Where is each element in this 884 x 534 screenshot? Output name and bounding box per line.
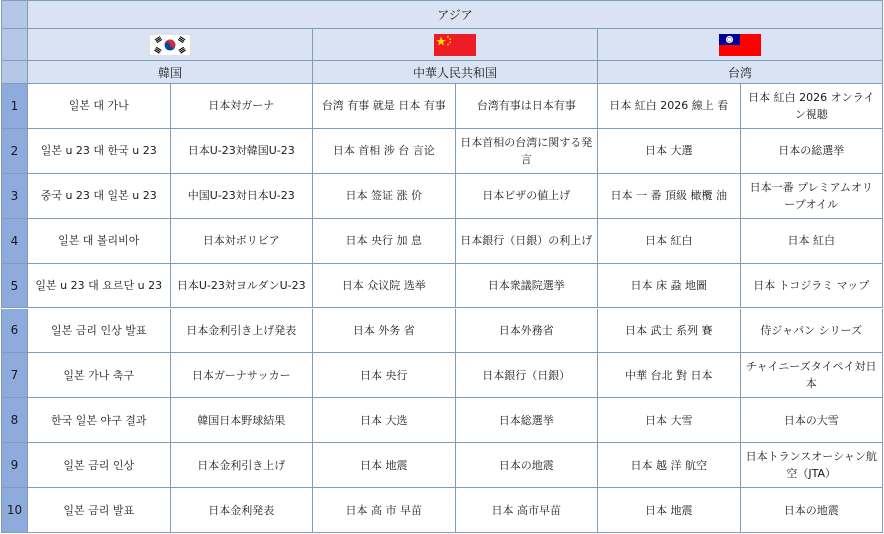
table-row [1, 129, 883, 174]
table-row [1, 353, 883, 398]
table-cell: 日本首相の台湾に関する発言 [456, 129, 599, 174]
table-cell: 日本 签证 涨 价 [313, 174, 456, 219]
table-cell: 日本 央行 [313, 353, 456, 398]
table-cell: 일본 u 23 대 한국 u 23 [28, 129, 171, 174]
table-row [1, 443, 883, 488]
table-cell: 日本金利引き上げ発表 [171, 309, 314, 354]
table-cell: 日本 大選 [598, 129, 741, 174]
table-cell: 中華 台北 對 日本 [598, 353, 741, 398]
table-cell: 한국 일본 야구 결과 [28, 398, 171, 443]
table-cell: 日本 床 蝨 地圖 [598, 264, 741, 309]
table-cell: 日本 大选 [313, 398, 456, 443]
table-cell: 日本の総選挙 [741, 129, 884, 174]
table-cell: 中国U-23対日本U-23 [171, 174, 314, 219]
table-row [1, 264, 883, 309]
table-cell: 日本対ボリビア [171, 219, 314, 264]
table-cell: 일본 금리 인상 발표 [28, 309, 171, 354]
table-cell: 일본 대 가나 [28, 84, 171, 129]
table-cell: 日本 地震 [598, 488, 741, 533]
table-cell: 日本銀行（日銀） [456, 353, 599, 398]
country-flag-cell [313, 29, 598, 61]
table-row [1, 398, 883, 443]
region-header-row [1, 0, 883, 29]
table-cell: 日本U-23対ヨルダンU-23 [171, 264, 314, 309]
table-row [1, 309, 883, 354]
table-cell: 일본 u 23 대 요르단 u 23 [28, 264, 171, 309]
table-cell: 日本の地震 [741, 488, 884, 533]
country-name: 台湾 [598, 61, 883, 84]
table-cell: 台湾有事は日本有事 [456, 84, 599, 129]
flag-row [1, 29, 883, 61]
table-cell: 日本 トコジラミ マップ [741, 264, 884, 309]
country-name-row [1, 61, 883, 84]
table-cell: 日本 高市早苗 [456, 488, 599, 533]
table-cell: 중국 u 23 대 일본 u 23 [28, 174, 171, 219]
table-cell: 日本 地震 [313, 443, 456, 488]
row-index: 2 [1, 129, 28, 174]
table-cell: 日本 紅白 2026 オンライン視聴 [741, 84, 884, 129]
table-cell: 日本 越 洋 航空 [598, 443, 741, 488]
row-index: 10 [1, 488, 28, 533]
table-cell: 日本金利引き上げ [171, 443, 314, 488]
table-cell: 日本 众议院 选举 [313, 264, 456, 309]
table-cell: 日本 首相 涉 台 言论 [313, 129, 456, 174]
table-row [1, 174, 883, 219]
table-cell: 日本 武士 系列 賽 [598, 309, 741, 354]
country-name: 中華人民共和国 [313, 61, 598, 84]
country-name: 韓国 [28, 61, 313, 84]
table-cell: 일본 금리 인상 [28, 443, 171, 488]
trends-table [1, 0, 883, 533]
china-flag-icon [434, 34, 476, 56]
country-flag-cell [28, 29, 313, 61]
country-flag-cell [598, 29, 883, 61]
table-cell: 日本銀行（日銀）の利上げ [456, 219, 599, 264]
row-index: 6 [1, 309, 28, 354]
row-index: 9 [1, 443, 28, 488]
row-index: 5 [1, 264, 28, 309]
table-cell: 台湾 有事 就是 日本 有事 [313, 84, 456, 129]
table-cell: 日本 紅白 [598, 219, 741, 264]
table-cell: 日本金利発表 [171, 488, 314, 533]
corner-cell [1, 0, 28, 29]
table-cell: 日本衆議院選挙 [456, 264, 599, 309]
table-row [1, 84, 883, 129]
table-cell: 日本 一 番 頂級 橄欖 油 [598, 174, 741, 219]
corner-cell [1, 29, 28, 61]
table-cell: 日本トランスオーシャン航空（JTA） [741, 443, 884, 488]
table-cell: 日本 紅白 [741, 219, 884, 264]
table-cell: 日本一番 プレミアムオリーブオイル [741, 174, 884, 219]
region-title: アジア [28, 0, 883, 29]
table-cell: 日本対ガーナ [171, 84, 314, 129]
table-cell: 日本 外务 省 [313, 309, 456, 354]
corner-cell [1, 61, 28, 84]
row-index: 1 [1, 84, 28, 129]
south-korea-flag-icon [149, 34, 191, 56]
row-index: 7 [1, 353, 28, 398]
row-index: 8 [1, 398, 28, 443]
table-row [1, 219, 883, 264]
table-cell: 日本外務省 [456, 309, 599, 354]
table-cell: 日本ビザの値上げ [456, 174, 599, 219]
row-index: 3 [1, 174, 28, 219]
table-cell: 일본 가나 축구 [28, 353, 171, 398]
table-cell: 日本の地震 [456, 443, 599, 488]
table-cell: 日本 央行 加 息 [313, 219, 456, 264]
table-cell: 日本 紅白 2026 線上 看 [598, 84, 741, 129]
table-cell: 日本 高 市 早苗 [313, 488, 456, 533]
table-cell: 日本 大雪 [598, 398, 741, 443]
table-cell: 韓国日本野球結果 [171, 398, 314, 443]
table-cell: チャイニーズタイペイ対日本 [741, 353, 884, 398]
table-cell: 日本の大雪 [741, 398, 884, 443]
table-cell: 日本ガーナサッカー [171, 353, 314, 398]
taiwan-flag-icon [719, 34, 761, 56]
table-cell: 日本総選挙 [456, 398, 599, 443]
table-cell: 侍ジャパン シリーズ [741, 309, 884, 354]
table-row [1, 488, 883, 533]
table-cell: 일본 금리 발표 [28, 488, 171, 533]
row-index: 4 [1, 219, 28, 264]
table-cell: 일본 대 볼리비아 [28, 219, 171, 264]
table-cell: 日本U-23対韓国U-23 [171, 129, 314, 174]
